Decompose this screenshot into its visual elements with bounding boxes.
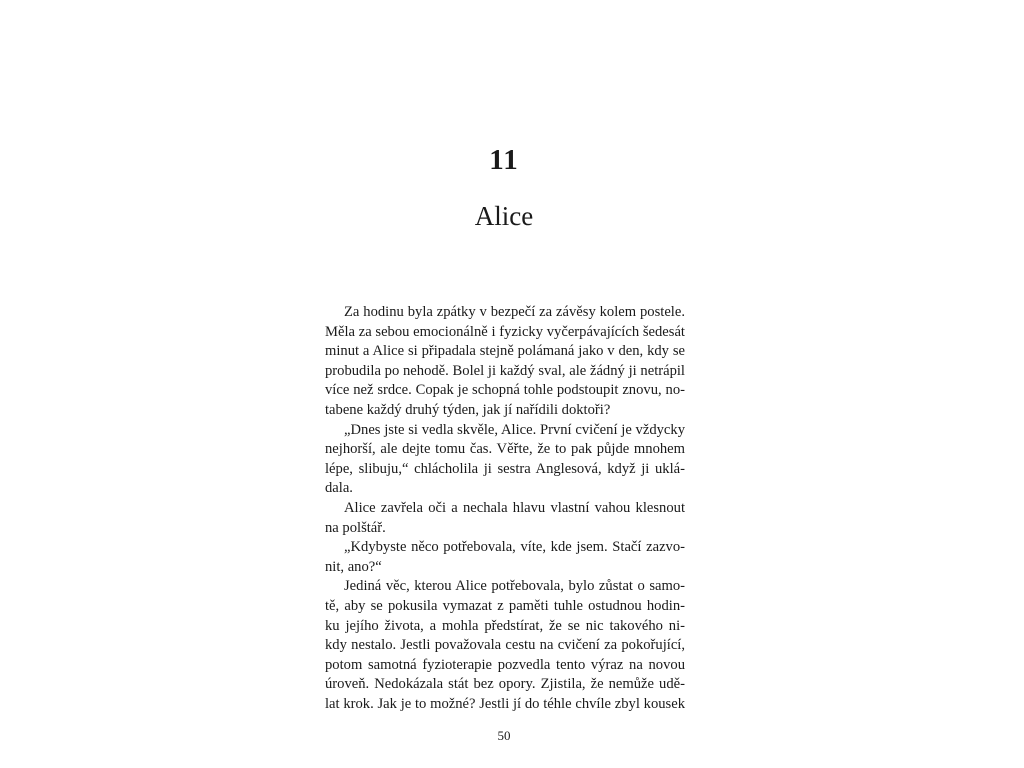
text-line: lat krok. Jak je to možné? Jestli jí do téhle chvíle zbyl kousek	[325, 695, 685, 712]
text-line: „Dnes jste si vedla skvěle, Alice. První cvičení je vždycky	[344, 421, 685, 438]
text-line: nit, ano?“	[325, 558, 382, 575]
text-line: minut a Alice si připadala stejně polámaná jako v den, kdy se	[325, 343, 685, 360]
text-line: Alice zavřela oči a nechala hlavu vlastní vahou klesnout	[344, 499, 685, 516]
text-line: ku jejího života, a mohla předstírat, že se nic takového ni-	[325, 617, 685, 634]
text-line: probudila po nehodě. Bolel ji každý sval, ale žádný ji netrápil	[325, 362, 685, 379]
text-line: lépe, slibuju,“ chlácholila ji sestra Anglesová, když ji uklá-	[325, 460, 685, 477]
text-line: Jediná věc, kterou Alice potřebovala, bylo zůstat o samo-	[344, 578, 685, 595]
chapter-title: Alice	[474, 201, 534, 231]
text-line: dala.	[325, 480, 353, 497]
text-line: „Kdybyste něco potřebovala, víte, kde jsem. Stačí zazvo-	[344, 539, 685, 556]
text-line: Měla za sebou emocionálně i fyzicky vyčerpávajících šedesát	[325, 323, 685, 340]
text-line: nejhorší, ale dejte tomu čas. Věřte, že to pak půjde mnohem	[325, 441, 685, 458]
body-text	[325, 303, 685, 714]
text-line: Za hodinu byla zpátky v bezpečí za závěsy kolem postele.	[344, 304, 685, 320]
text-line: úroveň. Nedokázala stát bez opory. Zjistila, že nemůže udě-	[325, 676, 685, 693]
text-line: více než srdce. Copak je schopná tohle podstoupit znovu, no-	[325, 382, 685, 399]
text-line: kdy nestalo. Jestli považovala cestu na cvičení za pokořující,	[325, 637, 685, 654]
chapter-number: 11	[489, 144, 519, 176]
text-line: tabene každý druhý týden, jak jí nařídili doktoři?	[325, 401, 611, 418]
text-line: na polštář.	[325, 519, 386, 536]
page-number: 50	[497, 728, 511, 743]
text-line: tě, aby se pokusila vymazat z paměti tuhle ostudnou hodin-	[325, 597, 685, 614]
text-line: potom samotná fyzioterapie pozvedla tento výraz na novou	[325, 656, 685, 673]
